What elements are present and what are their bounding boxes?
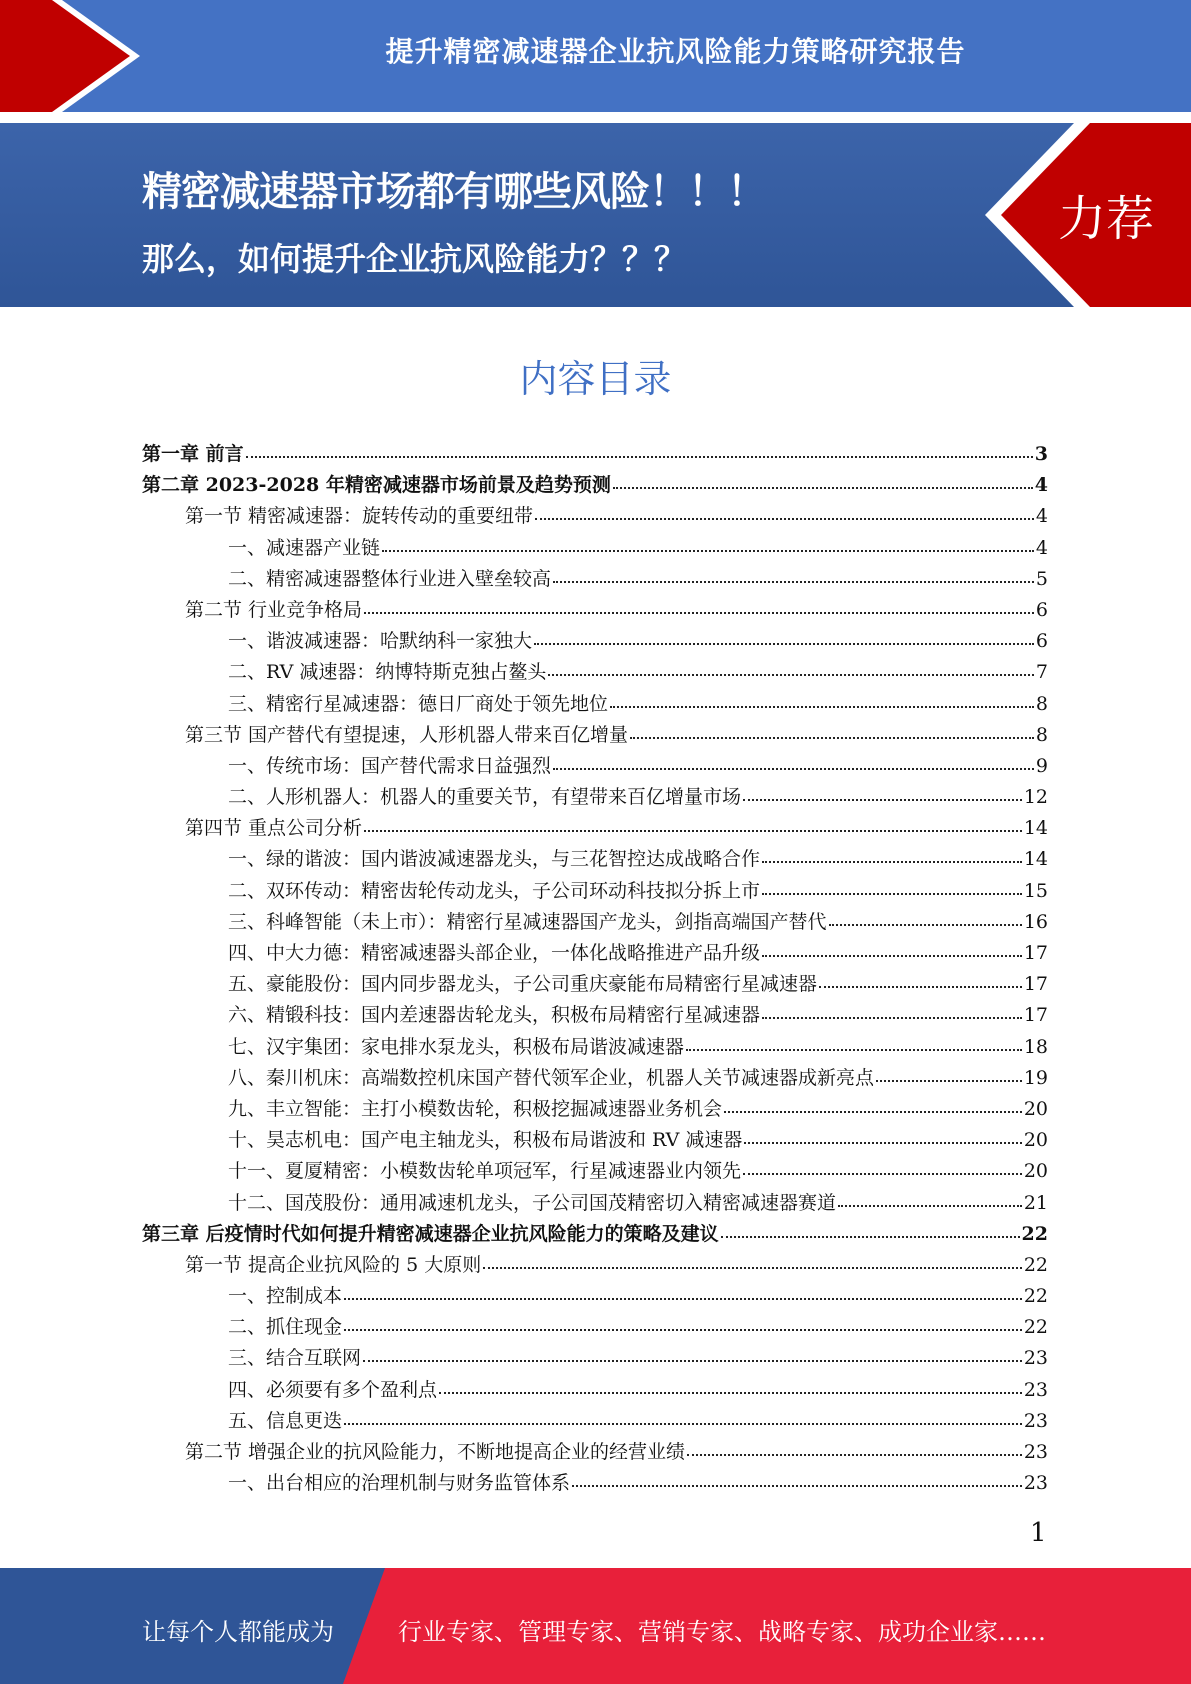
table-of-contents (142, 439, 1048, 1499)
hero-subheadline: 那么，如何提升企业抗风险能力？？？ (142, 240, 687, 278)
toc-dot-leader (363, 1359, 1022, 1362)
toc-entry-item[interactable] (142, 782, 1048, 813)
toc-dot-leader (762, 1016, 1022, 1019)
toc-entry-label: 三、结合互联网 (228, 1347, 362, 1370)
toc-entry-page: 22 (1023, 1253, 1048, 1276)
toc-entry-label: 二、抓住现金 (228, 1316, 343, 1339)
toc-entry-item[interactable] (142, 1000, 1048, 1031)
toc-entry-label: 第四节 重点公司分析 (185, 817, 363, 840)
toc-entry-page: 15 (1023, 879, 1048, 902)
toc-entry-page: 3 (1034, 443, 1048, 465)
toc-entry-page: 6 (1035, 598, 1048, 621)
toc-entry-item[interactable] (142, 1156, 1048, 1187)
toc-entry-page: 5 (1035, 567, 1048, 590)
toc-dot-leader (744, 1141, 1021, 1144)
toc-dot-leader (829, 923, 1022, 926)
toc-entry-section[interactable] (142, 813, 1048, 844)
toc-entry-label: 九、丰立智能：主打小模数齿轮，积极挖掘减速器业务机会 (228, 1097, 723, 1120)
toc-entry-page: 23 (1023, 1441, 1048, 1463)
toc-entry-page: 9 (1035, 754, 1048, 777)
toc-entry-page: 17 (1023, 942, 1048, 964)
toc-dot-leader (553, 767, 1034, 770)
toc-entry-label: 第一节 提高企业抗风险的 5 大原则 (185, 1253, 482, 1276)
toc-entry-chapter[interactable] (142, 470, 1048, 501)
toc-entry-item[interactable] (142, 876, 1048, 907)
toc-entry-chapter[interactable] (142, 1219, 1048, 1250)
toc-dot-leader (483, 1266, 1022, 1269)
toc-dot-leader (876, 1079, 1022, 1082)
toc-dot-leader (246, 455, 1033, 458)
toc-dot-leader (762, 892, 1022, 895)
toc-entry-page: 8 (1035, 723, 1048, 746)
toc-entry-page: 4 (1034, 474, 1048, 497)
toc-entry-label: 一、绿的谐波：国内谐波减速器龙头，与三花智控达成战略合作 (228, 848, 761, 871)
toc-entry-item[interactable] (142, 657, 1048, 688)
toc-entry-page: 23 (1023, 1409, 1048, 1432)
toc-entry-label: 六、精锻科技：国内差速器齿轮龙头，积极布局精密行星减速器 (228, 1004, 761, 1027)
toc-entry-label: 三、精密行星减速器：德日厂商处于领先地位 (228, 692, 609, 715)
toc-entry-item[interactable] (142, 751, 1048, 782)
toc-entry-page: 12 (1023, 786, 1048, 809)
toc-entry-item[interactable] (142, 907, 1048, 938)
toc-entry-section[interactable] (142, 1437, 1048, 1468)
toc-entry-label: 十、昊志机电：国产电主轴龙头，积极布局谐波和 RV 减速器 (228, 1129, 743, 1152)
toc-entry-label: 第二节 行业竞争格局 (185, 598, 363, 621)
toc-entry-item[interactable] (142, 1032, 1048, 1063)
toc-dot-leader (686, 1048, 1022, 1051)
toc-dot-leader (535, 517, 1034, 520)
toc-entry-page: 8 (1035, 692, 1048, 715)
toc-dot-leader (382, 549, 1034, 552)
toc-entry-label: 第三节 国产替代有望提速，人形机器人带来百亿增量 (185, 723, 629, 746)
toc-dot-leader (344, 1297, 1022, 1300)
toc-dot-leader (610, 705, 1034, 708)
toc-entry-item[interactable] (142, 1406, 1048, 1437)
toc-entry-item[interactable] (142, 626, 1048, 657)
page-number: 1 (1030, 1518, 1047, 1548)
toc-entry-page: 17 (1023, 1004, 1048, 1027)
hero-headline: 精密减速器市场都有哪些风险！！！ (142, 169, 766, 215)
toc-entry-page: 7 (1035, 661, 1048, 684)
toc-entry-item[interactable] (142, 969, 1048, 1000)
toc-entry-label: 二、精密减速器整体行业进入壁垒较高 (228, 567, 552, 590)
toc-entry-label: 一、减速器产业链 (228, 536, 381, 559)
toc-dot-leader (344, 1422, 1022, 1425)
report-title: 提升精密减速器企业抗风险能力策略研究报告 (385, 35, 966, 68)
toc-dot-leader (762, 954, 1022, 957)
toc-entry-page: 20 (1023, 1129, 1048, 1152)
toc-entry-section[interactable] (142, 1250, 1048, 1281)
toc-entry-label: 八、秦川机床：高端数控机床国产替代领军企业，机器人关节减速器成新亮点 (228, 1066, 875, 1089)
toc-entry-item[interactable] (142, 1094, 1048, 1125)
toc-dot-leader (743, 798, 1022, 801)
footer-slogan-right: 行业专家、管理专家、营销专家、战略专家、成功企业家…… (398, 1618, 1046, 1646)
toc-entry-item[interactable] (142, 1063, 1048, 1094)
toc-entry-item[interactable] (142, 938, 1048, 969)
toc-dot-leader (743, 1172, 1022, 1175)
toc-entry-item[interactable] (142, 1312, 1048, 1343)
toc-dot-leader (721, 1235, 1020, 1238)
toc-entry-label: 二、人形机器人：机器人的重要关节，有望带来百亿增量市场 (228, 786, 742, 809)
toc-entry-section[interactable] (142, 720, 1048, 751)
toc-dot-leader (344, 1328, 1022, 1331)
toc-entry-label: 五、豪能股份：国内同步器龙头，子公司重庆豪能布局精密行星减速器 (228, 973, 818, 996)
toc-entry-chapter[interactable] (142, 439, 1048, 470)
toc-entry-label: 二、双环传动：精密齿轮传动龙头，子公司环动科技拟分拆上市 (228, 879, 761, 902)
toc-dot-leader (838, 1204, 1022, 1207)
footer-slogan-left: 让每个人都能成为 (142, 1618, 334, 1646)
toc-dot-leader (439, 1391, 1022, 1394)
toc-entry-item[interactable] (142, 1375, 1048, 1406)
toc-entry-item[interactable] (142, 533, 1048, 564)
toc-entry-item[interactable] (142, 1281, 1048, 1312)
toc-entry-label: 二、RV 减速器：纳博特斯克独占鳌头 (228, 661, 547, 684)
toc-entry-label: 四、中大力德：精密减速器头部企业，一体化战略推进产品升级 (228, 942, 761, 964)
toc-dot-leader (534, 642, 1034, 645)
toc-dot-leader (630, 736, 1034, 739)
toc-entry-label: 一、出台相应的治理机制与财务监管体系 (228, 1472, 571, 1495)
toc-entry-page: 4 (1035, 505, 1048, 528)
toc-dot-leader (819, 985, 1022, 988)
toc-entry-label: 七、汉宇集团：家电排水泵龙头，积极布局谐波减速器 (228, 1035, 685, 1058)
top-arrow-decoration (0, 0, 150, 112)
toc-entry-page: 20 (1023, 1160, 1048, 1183)
toc-entry-section[interactable] (142, 501, 1048, 532)
toc-entry-page: 23 (1023, 1378, 1048, 1401)
toc-entry-page: 23 (1023, 1472, 1048, 1495)
toc-dot-leader (548, 673, 1034, 676)
toc-dot-leader (613, 486, 1033, 489)
toc-entry-page: 22 (1023, 1316, 1048, 1339)
toc-entry-item[interactable] (142, 1343, 1048, 1374)
toc-entry-page: 17 (1023, 973, 1048, 996)
recommend-badge: 力荐 (1058, 191, 1155, 247)
toc-entry-page: 4 (1035, 536, 1048, 559)
toc-entry-item[interactable] (142, 844, 1048, 875)
toc-entry-item[interactable] (142, 689, 1048, 720)
toc-entry-label: 第二章 2023-2028 年精密减速器市场前景及趋势预测 (142, 474, 611, 497)
toc-entry-item[interactable] (142, 1125, 1048, 1156)
toc-entry-page: 22 (1023, 1285, 1048, 1308)
toc-entry-label: 四、必须要有多个盈利点 (228, 1378, 438, 1401)
toc-entry-label: 第二节 增强企业的抗风险能力，不断地提高企业的经营业绩 (185, 1441, 686, 1463)
toc-dot-leader (364, 829, 1022, 832)
toc-dot-leader (762, 860, 1022, 863)
toc-entry-page: 14 (1023, 817, 1048, 840)
toc-entry-page: 22 (1021, 1222, 1048, 1245)
toc-entry-page: 6 (1035, 630, 1048, 653)
toc-dot-leader (687, 1453, 1022, 1456)
toc-entry-page: 16 (1023, 910, 1048, 933)
toc-entry-label: 十二、国茂股份：通用减速机龙头，子公司国茂精密切入精密减速器赛道 (228, 1191, 837, 1214)
toc-entry-page: 23 (1023, 1347, 1048, 1370)
toc-entry-page: 21 (1023, 1191, 1048, 1214)
toc-entry-page: 18 (1023, 1035, 1048, 1058)
toc-dot-leader (364, 611, 1034, 614)
toc-entry-label: 一、传统市场：国产替代需求日益强烈 (228, 754, 552, 777)
toc-entry-item[interactable] (142, 1468, 1048, 1499)
toc-dot-leader (553, 580, 1034, 583)
toc-entry-page: 19 (1023, 1066, 1048, 1089)
toc-entry-label: 第三章 后疫情时代如何提升精密减速器企业抗风险能力的策略及建议 (142, 1222, 719, 1245)
toc-entry-label: 一、控制成本 (228, 1285, 343, 1308)
toc-dot-leader (572, 1484, 1022, 1487)
toc-entry-label: 五、信息更迭 (228, 1409, 343, 1432)
toc-title: 内容目录 (519, 357, 672, 401)
toc-entry-label: 第一章 前言 (142, 443, 244, 465)
toc-entry-label: 一、谐波减速器：哈默纳科一家独大 (228, 630, 533, 653)
toc-entry-item[interactable] (142, 1188, 1048, 1219)
toc-entry-label: 三、科峰智能（未上市）：精密行星减速器国产龙头，剑指高端国产替代 (228, 910, 827, 933)
toc-entry-label: 第一节 精密减速器：旋转传动的重要纽带 (185, 505, 534, 528)
toc-entry-section[interactable] (142, 595, 1048, 626)
toc-entry-label: 十一、夏厦精密：小模数齿轮单项冠军，行星减速器业内领先 (228, 1160, 742, 1183)
toc-entry-page: 14 (1023, 848, 1048, 871)
toc-dot-leader (724, 1110, 1022, 1113)
toc-entry-item[interactable] (142, 564, 1048, 595)
toc-entry-page: 20 (1023, 1097, 1048, 1120)
